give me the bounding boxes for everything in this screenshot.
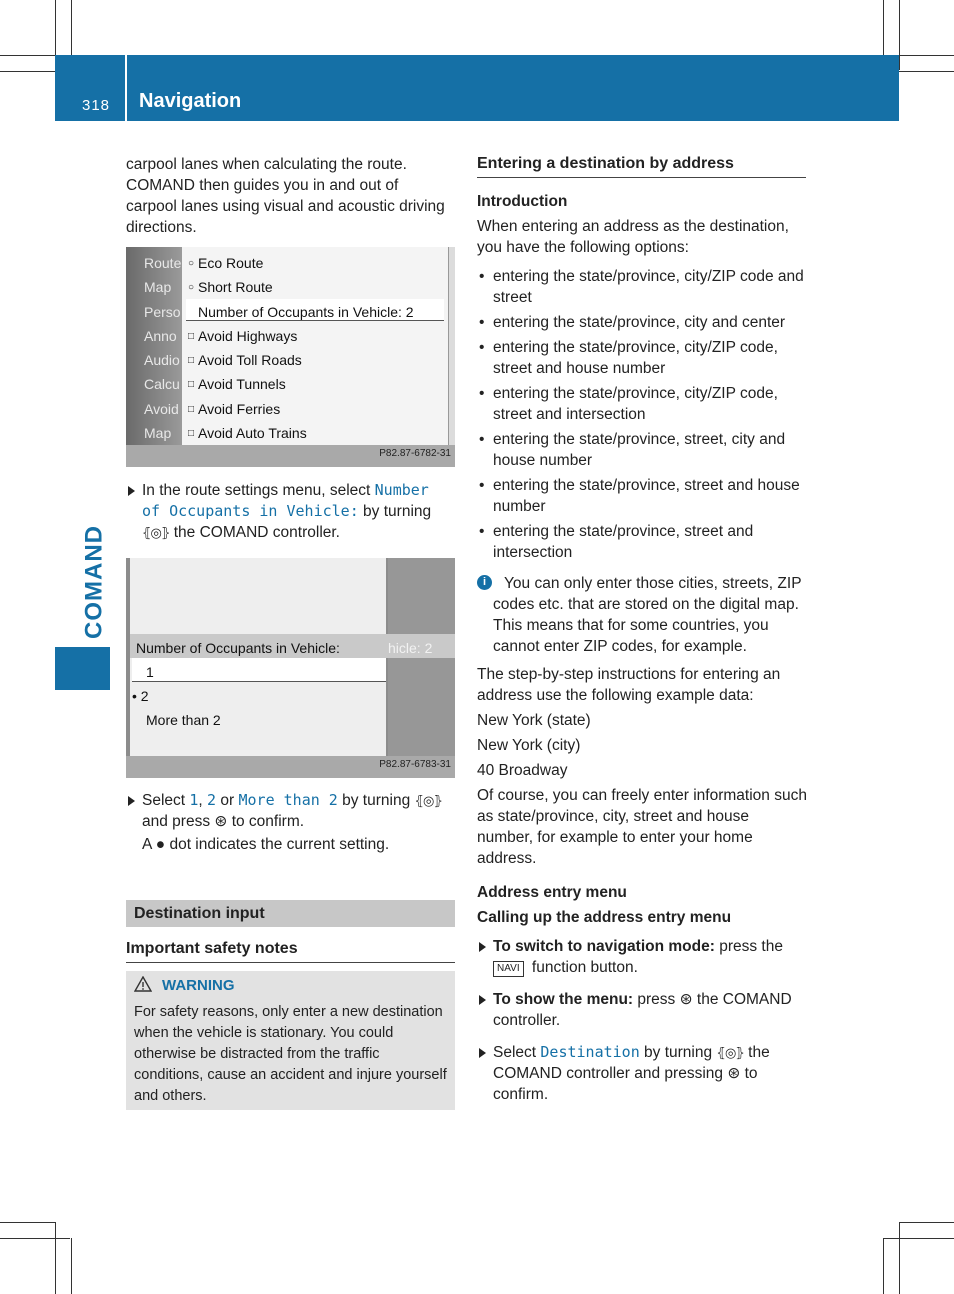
warning-title: WARNING — [162, 977, 235, 994]
crop-mark — [0, 1222, 55, 1223]
info-icon: i — [477, 575, 492, 590]
step-text: and press — [142, 813, 215, 830]
figure-caption: P82.87-6782-31 — [379, 448, 451, 459]
controller-press-icon: ⊛ — [679, 991, 693, 1008]
step-arrow-icon — [128, 796, 135, 806]
list-item: • entering the state/province, city/ZIP code, street and house number — [477, 337, 809, 379]
step-result: A ● dot indicates the current setting. — [142, 836, 390, 853]
crop-mark — [883, 1238, 884, 1294]
step-select-occupants — [126, 480, 451, 543]
step-text: In the route settings menu, select — [142, 482, 375, 499]
left-item: Route — [144, 255, 182, 271]
step-text: Select — [493, 1044, 541, 1061]
page-header — [55, 55, 899, 121]
side-tab-block — [55, 647, 110, 690]
step-arrow-icon — [128, 486, 135, 496]
crop-mark — [55, 1222, 56, 1294]
occupants-screenshot — [126, 558, 455, 778]
list-item: • entering the state/province, city and center — [477, 312, 809, 333]
left-item: Calcu — [144, 376, 180, 392]
menu-checkbox-icon: □ — [188, 331, 195, 342]
step-text: by turning — [358, 503, 432, 520]
menu-code: Number of Occupants in Vehicle: — [142, 481, 429, 520]
crop-mark — [71, 1238, 72, 1294]
option-item: More than 2 — [146, 712, 221, 728]
step-navigation-mode — [477, 936, 809, 978]
step-arrow-icon — [479, 995, 486, 1005]
side-tab-text: COMAND — [80, 525, 108, 639]
option-code: 2 — [207, 791, 217, 809]
step-text: function button. — [527, 959, 638, 976]
crop-mark — [899, 1222, 954, 1223]
crop-mark — [899, 55, 954, 56]
calling-heading: Calling up the address entry menu — [477, 909, 732, 926]
destination-code: Destination — [540, 1043, 640, 1061]
step-arrow-icon — [479, 1048, 486, 1058]
left-item: Map — [144, 279, 172, 295]
warning-icon — [134, 976, 152, 992]
screen-right-label: hicle: 2 — [388, 640, 433, 656]
safety-heading-text: Important safety notes — [126, 940, 298, 957]
step-text: by turning — [639, 1044, 717, 1061]
example-city: New York (city) — [477, 737, 581, 754]
warning-box — [126, 971, 455, 1110]
warning-text: For safety reasons, only enter a new destination when the vehicle is stationary. You could otherwise be distracted from the traffic conditions, cause an accident and injure yourself and others. — [134, 1004, 447, 1104]
controller-press-icon: ⊛ — [727, 1065, 741, 1082]
step-arrow-icon — [479, 942, 486, 952]
safety-heading — [126, 938, 455, 963]
left-item: Audio — [144, 352, 180, 368]
step-select-destination — [477, 1042, 809, 1105]
menu-checkbox-icon: □ — [188, 379, 195, 390]
step-text: to confirm. — [227, 813, 305, 830]
intro-heading: Introduction — [477, 193, 568, 210]
left-item: Perso — [144, 304, 181, 320]
list-item: • entering the state/province, street and house number — [477, 475, 809, 517]
controller-press-icon: ⊛ — [214, 813, 228, 830]
menu-item: Avoid Tunnels — [198, 376, 286, 392]
list-item: • entering the state/province, street and intersection — [477, 521, 809, 563]
screen-selection-row — [132, 658, 386, 682]
side-tab-label — [73, 515, 123, 650]
menu-item: Avoid Auto Trains — [198, 425, 307, 441]
menu-radio-icon: ○ — [188, 258, 195, 269]
step-select-value — [126, 790, 451, 855]
header-divider — [125, 55, 127, 121]
option-code: More than 2 — [238, 791, 338, 809]
section-bar-title: Destination input — [134, 905, 265, 922]
menu-radio-icon: ○ — [188, 282, 195, 293]
step-text: the COMAND controller. — [169, 524, 340, 541]
crop-mark — [899, 1222, 900, 1294]
controller-turn-icon: ⦃◎⦄ — [716, 1045, 744, 1060]
option-list — [477, 266, 809, 563]
example-intro: The step-by-step instructions for entering an address use the following example data: — [477, 666, 781, 704]
left-item: Map — [144, 425, 172, 441]
route-settings-screenshot — [126, 247, 455, 467]
right-content — [477, 191, 809, 1105]
option-item: 1 — [146, 664, 154, 680]
screen-header: Number of Occupants in Vehicle: — [136, 640, 340, 656]
controller-turn-icon: ⦃◎⦄ — [142, 525, 170, 540]
option-code: 1 — [189, 791, 199, 809]
figure-caption: P82.87-6783-31 — [379, 759, 451, 770]
step-text: Select — [142, 792, 190, 809]
step-text: or — [216, 792, 239, 809]
left-item: Anno — [144, 328, 177, 344]
menu-checkbox-icon: □ — [188, 404, 195, 415]
info-text: You can only enter those cities, streets, ZIP codes etc. that are stored on the digital map. This means that for some countries, you cannot enter ZIP codes, for example. — [493, 575, 802, 655]
list-item: • entering the state/province, city/ZIP code and street — [477, 266, 809, 308]
list-item: • entering the state/province, city/ZIP code, street and intersection — [477, 383, 809, 425]
step-bold: To show the menu: — [493, 991, 634, 1008]
crop-mark — [0, 55, 55, 56]
section-title: Navigation — [139, 90, 242, 112]
step-text: press the — [714, 938, 783, 955]
list-item: • entering the state/province, street, city and house number — [477, 429, 809, 471]
screen-scrollbar — [448, 247, 455, 445]
crop-mark — [0, 1238, 70, 1239]
step-show-menu — [477, 989, 809, 1031]
step-bold: To switch to navigation mode: — [493, 938, 715, 955]
step-text: the COMAND controller. — [493, 991, 792, 1029]
menu-item: Eco Route — [198, 255, 264, 271]
menu-heading: Address entry menu — [477, 884, 627, 901]
info-note — [477, 573, 809, 657]
left-item: Avoid — [144, 401, 179, 417]
crop-mark — [71, 0, 72, 55]
menu-item: Avoid Toll Roads — [198, 352, 302, 368]
page-number: 318 — [82, 97, 111, 114]
crop-mark — [883, 0, 884, 55]
crop-mark — [884, 1238, 954, 1239]
right-heading — [477, 153, 806, 178]
section-bar — [126, 900, 455, 927]
navi-key-icon: NAVI — [493, 961, 524, 977]
freedom-text: Of course, you can freely enter information such as state/province, city, street and house number, for example to enter your home address. — [477, 787, 807, 867]
step-text: to confirm. — [493, 1065, 758, 1103]
menu-item: Number of Occupants in Vehicle: 2 — [198, 304, 414, 320]
example-state: New York (state) — [477, 712, 591, 729]
menu-item: Avoid Ferries — [198, 401, 281, 417]
menu-checkbox-icon: □ — [188, 355, 195, 366]
intro-paragraph: carpool lanes when calculating the route. COMAND then guides you in and out of carpool lanes using visual and acoustic driving directions. — [126, 156, 445, 236]
left-intro — [126, 154, 446, 238]
right-heading-text: Entering a destination by address — [477, 155, 734, 172]
intro-text: When entering an address as the destination, you have the following options: — [477, 218, 789, 256]
crop-mark — [899, 0, 900, 70]
step-text: the COMAND controller and pressing — [493, 1044, 770, 1082]
example-street: 40 Broadway — [477, 762, 568, 779]
option-item: • 2 — [132, 688, 149, 704]
step-text: , — [198, 792, 208, 809]
step-text: press — [633, 991, 680, 1008]
step-text: by turning — [337, 792, 415, 809]
menu-item: Short Route — [198, 279, 273, 295]
menu-item: Avoid Highways — [198, 328, 298, 344]
controller-turn-icon: ⦃◎⦄ — [414, 793, 442, 808]
menu-checkbox-icon: □ — [188, 428, 195, 439]
